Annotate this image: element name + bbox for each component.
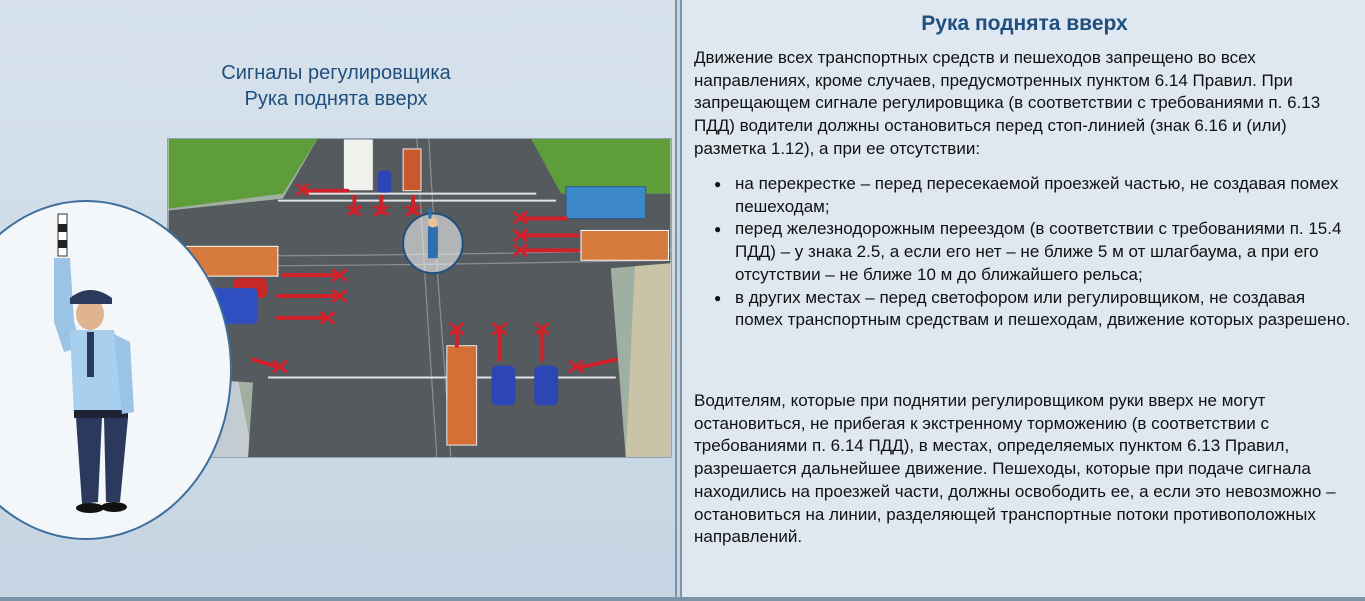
- bullet-list: [712, 173, 1352, 332]
- car-blue-bottom-2: [534, 366, 558, 406]
- officer-legs: [76, 418, 128, 504]
- text-panel: [680, 0, 1365, 601]
- list-item: ● перед железнодорожным переездом (в соответствии с требованиями п. 15.4 ПДД) – у знака 2.5, а если его нет – не ближе 5 м от шлагбаума, а при его отсутствии – не ближе 10 м до ближайшего рельса;: [712, 218, 1352, 286]
- truck: [566, 187, 646, 219]
- section-heading: Рука поднята вверх: [921, 12, 1128, 35]
- bottom-divider: [0, 597, 1365, 601]
- bus: [343, 139, 373, 191]
- list-item: ● на перекрестке – перед пересекаемой проезжей частью, не создавая помех пешеходам;: [712, 173, 1352, 218]
- baton: [58, 214, 67, 256]
- slide-title: Сигналы регулировщика: [221, 62, 451, 84]
- closing-paragraph: Водителям, которые при поднятии регулировщиком руки вверх не могут остановиться, не прибегая к экстренному торможению (в соответствии с требованиями п. 6.14 ПДД), в местах, определяемых пунктом 6.13 Правил, разрешается дальнейшее движение. Пешеходы, которые при подаче сигнала находились на проезжей части, должны освободить ее, а если это невозможно – остановиться на линии, разделяющей транспортные потоки противоположных направлений.: [694, 391, 1336, 547]
- intersection-illustration: [167, 138, 672, 458]
- car-blue-top: [377, 171, 391, 193]
- tram-right: [581, 230, 668, 260]
- illustration-panel: [0, 0, 677, 601]
- intro-paragraph: Движение всех транспортных средств и пешеходов запрещено во всех направлениях, кроме случаев, предусмотренных пунктом 6.14 Правил. При запрещающем сигнале регулировщика (в соответствии с требованиями п. 6.13 ПДД) водители должны остановиться перед стоп-линией (знак 6.16 и (или) разметка 1.12), а при ее отсутствии:: [694, 48, 1321, 158]
- slide-subtitle: Рука поднята вверх: [244, 88, 428, 110]
- list-item: ● в других местах – перед светофором или регулировщиком, не создавая помех транспортным средствам и пешеходам, движение которых разрешено.: [712, 287, 1352, 332]
- officer-shoes: [76, 503, 104, 513]
- car-blue-bottom-1: [492, 366, 516, 406]
- officer-cap: [70, 290, 112, 304]
- tram-bottom: [447, 346, 477, 445]
- tram-top: [403, 149, 421, 191]
- officer-belt: [74, 410, 128, 418]
- officer-tie: [87, 332, 94, 377]
